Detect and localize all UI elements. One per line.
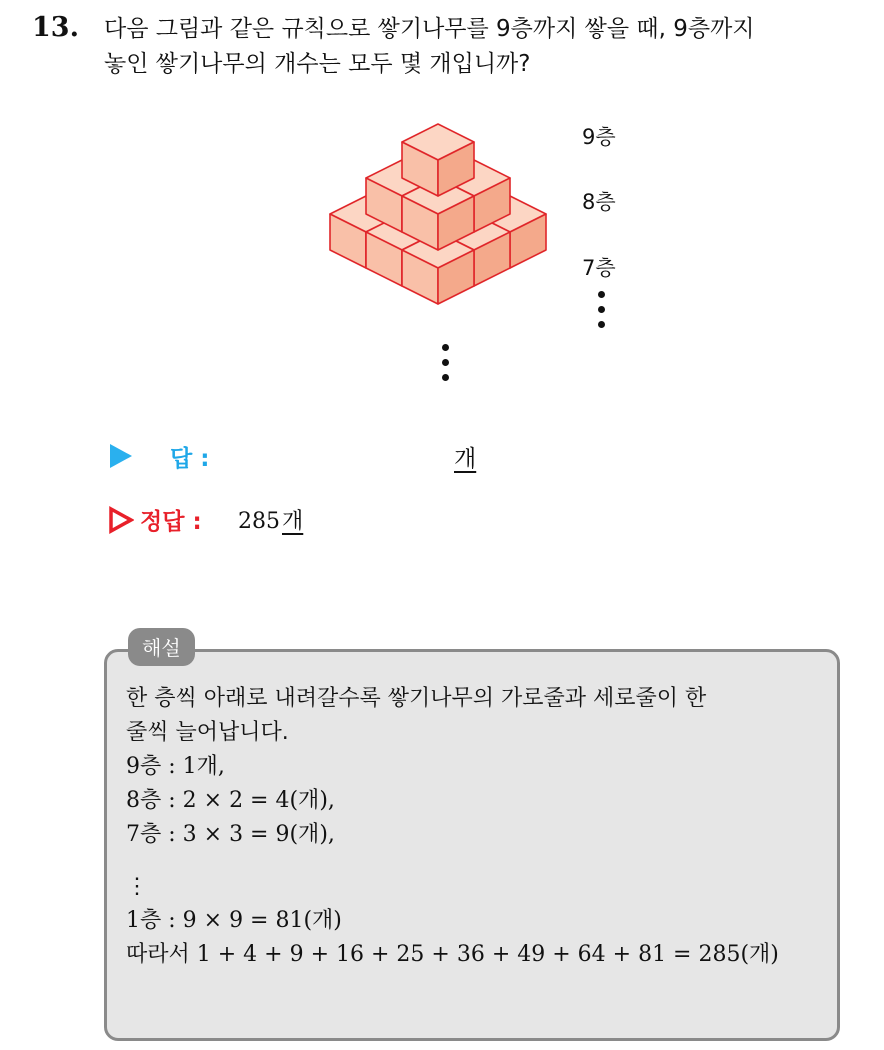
solution-line: 따라서 1 + 4 + 9 + 16 + 25 + 36 + 49 + 64 + 81 = 285(개) xyxy=(126,942,779,967)
outline-triangle-icon xyxy=(108,506,134,534)
question-number: 13. xyxy=(32,12,79,43)
question-text xyxy=(104,12,874,82)
solution-line: 9층 : 1개, xyxy=(126,754,225,779)
layer-label-8: 8층 xyxy=(582,190,616,214)
correct-unit: 개 xyxy=(282,509,304,534)
play-triangle-icon xyxy=(110,444,132,468)
answer-unit: 개 xyxy=(454,446,477,472)
solution-line: ⋮ xyxy=(126,874,148,899)
question-line: 놓인 쌓기나무의 개수는 모두 몇 개입니까? xyxy=(104,51,531,77)
correct-number: 285 xyxy=(238,509,280,534)
solution-text xyxy=(126,682,826,972)
vertical-ellipsis-icon xyxy=(598,291,605,336)
answer-label: 답 : xyxy=(170,446,210,472)
question-line: 다음 그림과 같은 규칙으로 쌓기나무를 9층까지 쌓을 때, 9층까지 xyxy=(104,16,755,42)
correct-label: 정답 : xyxy=(140,509,202,535)
solution-tag: 해설 xyxy=(128,628,195,666)
solution-line: 1층 : 9 × 9 = 81(개) xyxy=(126,908,342,933)
cube-stack xyxy=(330,124,546,304)
layer-label-9: 9층 xyxy=(582,125,616,149)
cube-pyramid-figure xyxy=(300,104,560,334)
solution-line: 8층 : 2 × 2 = 4(개), xyxy=(126,788,335,813)
solution-line: 한 층씩 아래로 내려갈수록 쌓기나무의 가로줄과 세로줄이 한 xyxy=(126,686,707,711)
solution-line: 7층 : 3 × 3 = 9(개), xyxy=(126,822,335,847)
correct-value xyxy=(238,504,303,535)
solution-line: 줄씩 늘어납니다. xyxy=(126,720,289,745)
layer-label-7: 7층 xyxy=(582,256,616,280)
vertical-ellipsis-icon xyxy=(442,344,449,389)
